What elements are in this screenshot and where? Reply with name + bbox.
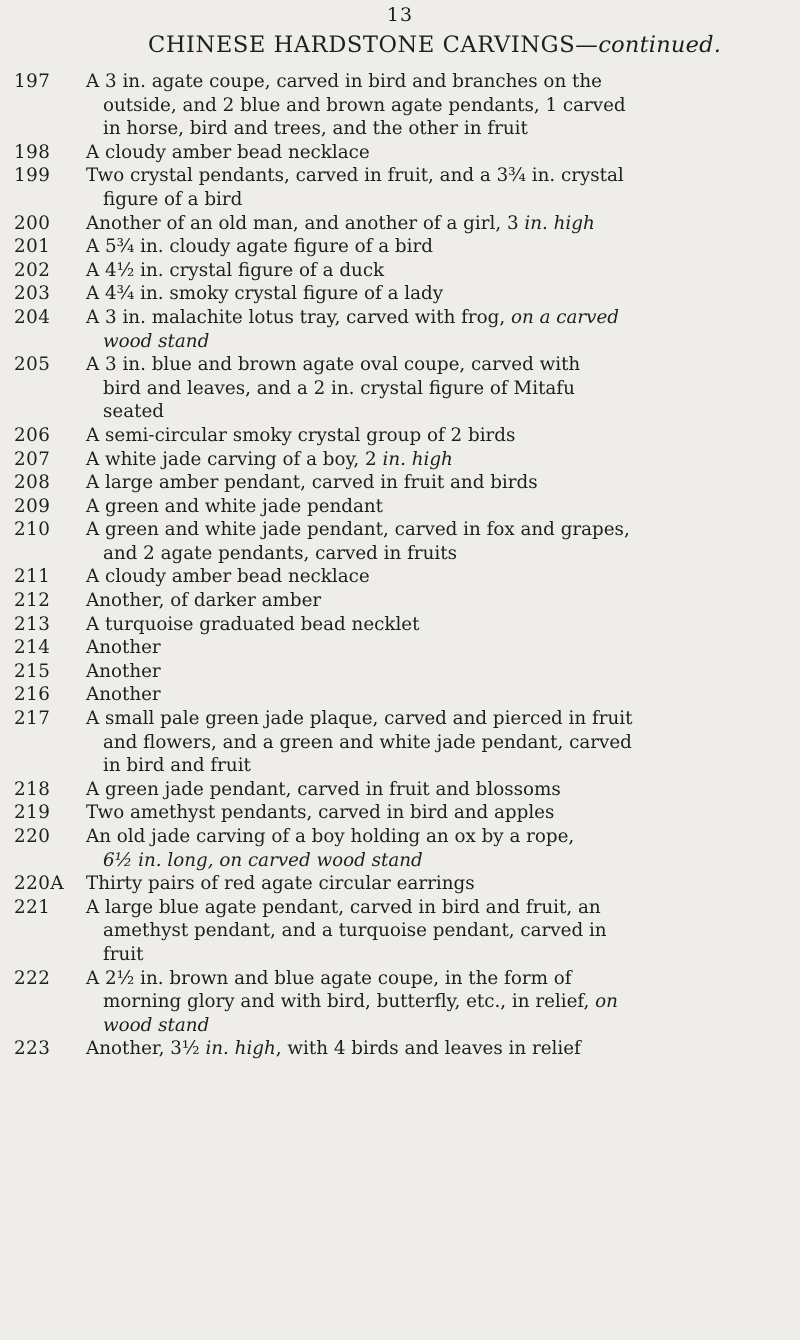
- lot-number: 213: [14, 613, 51, 635]
- description-line: [86, 330, 792, 354]
- lot-description: [86, 353, 792, 424]
- text-segment: Another: [86, 660, 161, 682]
- text-segment: Another of an old man, and another of a girl, 3: [86, 212, 525, 234]
- text-segment: on: [595, 991, 618, 1013]
- text-segment: bird and leaves, and a 2 in. crystal figure of Mitafu: [103, 377, 575, 399]
- text-segment: Another: [86, 637, 161, 659]
- lot-number: 219: [14, 802, 51, 824]
- description-line: [86, 683, 792, 707]
- text-segment: A 3 in. agate coupe, carved in bird and branches on the: [86, 71, 602, 92]
- catalogue-entry: [0, 424, 800, 448]
- description-line: [86, 70, 792, 94]
- lot-description: [86, 801, 792, 825]
- description-line: [86, 896, 792, 920]
- text-segment: Another: [86, 684, 161, 706]
- catalogue-entry: [0, 70, 800, 141]
- catalogue-entry: [0, 235, 800, 259]
- lot-number: 214: [14, 637, 51, 659]
- lot-number: 203: [14, 283, 51, 305]
- lot-description: [86, 235, 792, 259]
- catalogue-entry: [0, 212, 800, 236]
- catalogue-entry: [0, 896, 800, 967]
- text-segment: A turquoise graduated bead necklet: [86, 613, 420, 635]
- description-line: [86, 164, 792, 188]
- lot-description: [86, 660, 792, 684]
- text-segment: A 5¾ in. cloudy agate figure of a bird: [86, 236, 433, 258]
- catalogue-entry: [0, 1037, 800, 1061]
- lot-description: [86, 70, 792, 141]
- lot-description: [86, 259, 792, 283]
- catalogue-entry: [0, 967, 800, 1038]
- description-line: [86, 967, 792, 991]
- lot-number: 210: [14, 519, 51, 541]
- text-segment: wood stand: [103, 1014, 210, 1036]
- description-line: [86, 872, 792, 896]
- text-segment: and 2 agate pendants, carved in fruits: [103, 542, 457, 564]
- lot-number: 207: [14, 448, 51, 470]
- lot-number: 204: [14, 306, 51, 328]
- description-line: [86, 660, 792, 684]
- lot-description: [86, 471, 792, 495]
- lot-description: [86, 164, 792, 211]
- lot-number: 220: [14, 826, 51, 847]
- text-segment: 6½ in. long, on carved wood stand: [103, 849, 423, 871]
- description-line: [86, 518, 792, 542]
- description-line: [86, 636, 792, 660]
- description-line: [86, 1014, 792, 1038]
- text-segment: A cloudy amber bead necklace: [86, 566, 370, 588]
- lot-number: 212: [14, 590, 51, 612]
- text-segment: Another, of darker amber: [86, 590, 322, 612]
- text-segment: An old jade carving of a boy holding an ox by a rope,: [86, 826, 575, 847]
- lot-description: [86, 896, 792, 967]
- catalogue-entry: [0, 778, 800, 802]
- catalogue-entry: [0, 495, 800, 519]
- catalogue-entry: [0, 164, 800, 211]
- catalogue-entry: [0, 306, 800, 353]
- section-title-main: CHINESE HARDSTONE CARVINGS—: [148, 32, 599, 58]
- description-line: [86, 565, 792, 589]
- description-line: [86, 731, 792, 755]
- text-segment: , with 4 birds and leaves in relief: [275, 1038, 581, 1060]
- description-line: [86, 589, 792, 613]
- text-segment: A white jade carving of a boy, 2: [86, 448, 383, 470]
- description-line: [86, 282, 792, 306]
- text-segment: morning glory and with bird, butterfly, etc., in relief,: [103, 991, 596, 1013]
- lot-description: [86, 518, 792, 565]
- lot-number: 223: [14, 1038, 51, 1060]
- catalogue-entry: [0, 141, 800, 165]
- text-segment: seated: [103, 401, 164, 423]
- text-segment: in bird and fruit: [103, 755, 251, 777]
- text-segment: Another, 3½: [86, 1038, 206, 1060]
- description-line: [86, 306, 792, 330]
- lot-number: 197: [14, 71, 51, 92]
- text-segment: A 4¾ in. smoky crystal figure of a lady: [86, 283, 444, 305]
- catalogue-entry: [0, 801, 800, 825]
- description-line: [86, 212, 792, 236]
- description-line: [86, 1037, 792, 1061]
- text-segment: on a carved: [510, 306, 620, 328]
- lot-number: 206: [14, 424, 51, 446]
- lot-description: [86, 306, 792, 353]
- description-line: [86, 778, 792, 802]
- catalogue-entries: [0, 70, 800, 1061]
- text-segment: A 3 in. malachite lotus tray, carved with frog,: [86, 306, 511, 328]
- lot-description: [86, 212, 792, 236]
- lot-number: 200: [14, 212, 51, 234]
- lot-description: [86, 448, 792, 472]
- text-segment: A 3 in. blue and brown agate oval coupe, carved with: [86, 354, 581, 376]
- lot-description: [86, 967, 792, 1038]
- text-segment: in. high: [524, 212, 595, 234]
- description-line: [86, 754, 792, 778]
- text-segment: A cloudy amber bead necklace: [86, 141, 370, 163]
- catalogue-entry: [0, 872, 800, 896]
- catalogue-entry: [0, 589, 800, 613]
- description-line: [86, 849, 792, 873]
- description-line: [86, 94, 792, 118]
- lot-number: 215: [14, 660, 51, 682]
- section-title: [148, 32, 721, 58]
- section-title-continued: continued.: [598, 32, 722, 58]
- catalogue-entry: [0, 471, 800, 495]
- text-segment: A 4½ in. crystal figure of a duck: [86, 259, 385, 281]
- description-line: [86, 707, 792, 731]
- text-segment: figure of a bird: [103, 188, 243, 210]
- lot-number: 208: [14, 472, 51, 494]
- lot-description: [86, 707, 792, 778]
- text-segment: A green jade pendant, carved in fruit and blossoms: [86, 778, 561, 800]
- lot-number: 221: [14, 896, 51, 918]
- lot-description: [86, 565, 792, 589]
- lot-number: 216: [14, 684, 51, 706]
- text-segment: outside, and 2 blue and brown agate pendants, 1 carved: [103, 94, 626, 116]
- description-line: [86, 400, 792, 424]
- text-segment: and flowers, and a green and white jade pendant, carved: [103, 731, 632, 753]
- description-line: [86, 377, 792, 401]
- description-line: [86, 919, 792, 943]
- text-segment: in. high: [205, 1038, 276, 1060]
- description-line: [86, 448, 792, 472]
- catalogue-entry: [0, 448, 800, 472]
- lot-description: [86, 282, 792, 306]
- catalogue-entry: [0, 825, 800, 872]
- lot-description: [86, 589, 792, 613]
- text-segment: A green and white jade pendant, carved in fox and grapes,: [86, 519, 630, 541]
- description-line: [86, 471, 792, 495]
- lot-description: [86, 825, 792, 872]
- page-number: 13: [386, 4, 414, 26]
- lot-number: 198: [14, 141, 51, 163]
- text-segment: fruit: [103, 943, 144, 965]
- lot-number: 209: [14, 495, 51, 517]
- lot-number: 205: [14, 354, 51, 376]
- description-line: [86, 613, 792, 637]
- description-line: [86, 117, 792, 141]
- description-line: [86, 188, 792, 212]
- catalogue-entry: [0, 707, 800, 778]
- description-line: [86, 141, 792, 165]
- lot-description: [86, 1037, 792, 1061]
- description-line: [86, 801, 792, 825]
- description-line: [86, 235, 792, 259]
- text-segment: in horse, bird and trees, and the other in fruit: [103, 118, 528, 140]
- text-segment: A semi-circular smoky crystal group of 2 birds: [86, 424, 516, 446]
- catalogue-entry: [0, 613, 800, 637]
- text-segment: A small pale green jade plaque, carved and pierced in fruit: [86, 708, 633, 730]
- lot-description: [86, 495, 792, 519]
- lot-description: [86, 613, 792, 637]
- description-line: [86, 825, 792, 849]
- text-segment: amethyst pendant, and a turquoise pendant, carved in: [103, 920, 607, 942]
- text-segment: A green and white jade pendant: [86, 495, 384, 517]
- text-segment: A large blue agate pendant, carved in bird and fruit, an: [86, 896, 601, 918]
- text-segment: Thirty pairs of red agate circular earrings: [86, 873, 475, 895]
- description-line: [86, 943, 792, 967]
- text-segment: A large amber pendant, carved in fruit and birds: [86, 472, 538, 494]
- description-line: [86, 495, 792, 519]
- catalogue-entry: [0, 636, 800, 660]
- catalogue-entry: [0, 683, 800, 707]
- lot-number: 218: [14, 778, 51, 800]
- lot-number: 222: [14, 967, 51, 989]
- catalogue-entry: [0, 565, 800, 589]
- lot-description: [86, 778, 792, 802]
- lot-description: [86, 141, 792, 165]
- catalogue-entry: [0, 518, 800, 565]
- description-line: [86, 259, 792, 283]
- lot-number: 217: [14, 708, 51, 730]
- description-line: [86, 424, 792, 448]
- description-line: [86, 353, 792, 377]
- text-segment: Two crystal pendants, carved in fruit, and a 3¾ in. crystal: [86, 165, 624, 187]
- description-line: [86, 990, 792, 1014]
- text-segment: Two amethyst pendants, carved in bird and apples: [86, 802, 555, 824]
- catalogue-entry: [0, 282, 800, 306]
- lot-number: 211: [14, 566, 51, 588]
- catalogue-entry: [0, 660, 800, 684]
- text-segment: in. high: [382, 448, 453, 470]
- lot-number: 202: [14, 259, 51, 281]
- lot-description: [86, 872, 792, 896]
- lot-description: [86, 424, 792, 448]
- text-segment: wood stand: [103, 330, 210, 352]
- catalogue-entry: [0, 259, 800, 283]
- description-line: [86, 542, 792, 566]
- lot-description: [86, 636, 792, 660]
- lot-number: 220A: [14, 873, 65, 895]
- lot-description: [86, 683, 792, 707]
- text-segment: A 2½ in. brown and blue agate coupe, in the form of: [86, 967, 572, 989]
- lot-number: 199: [14, 165, 51, 187]
- lot-number: 201: [14, 236, 51, 258]
- catalogue-entry: [0, 353, 800, 424]
